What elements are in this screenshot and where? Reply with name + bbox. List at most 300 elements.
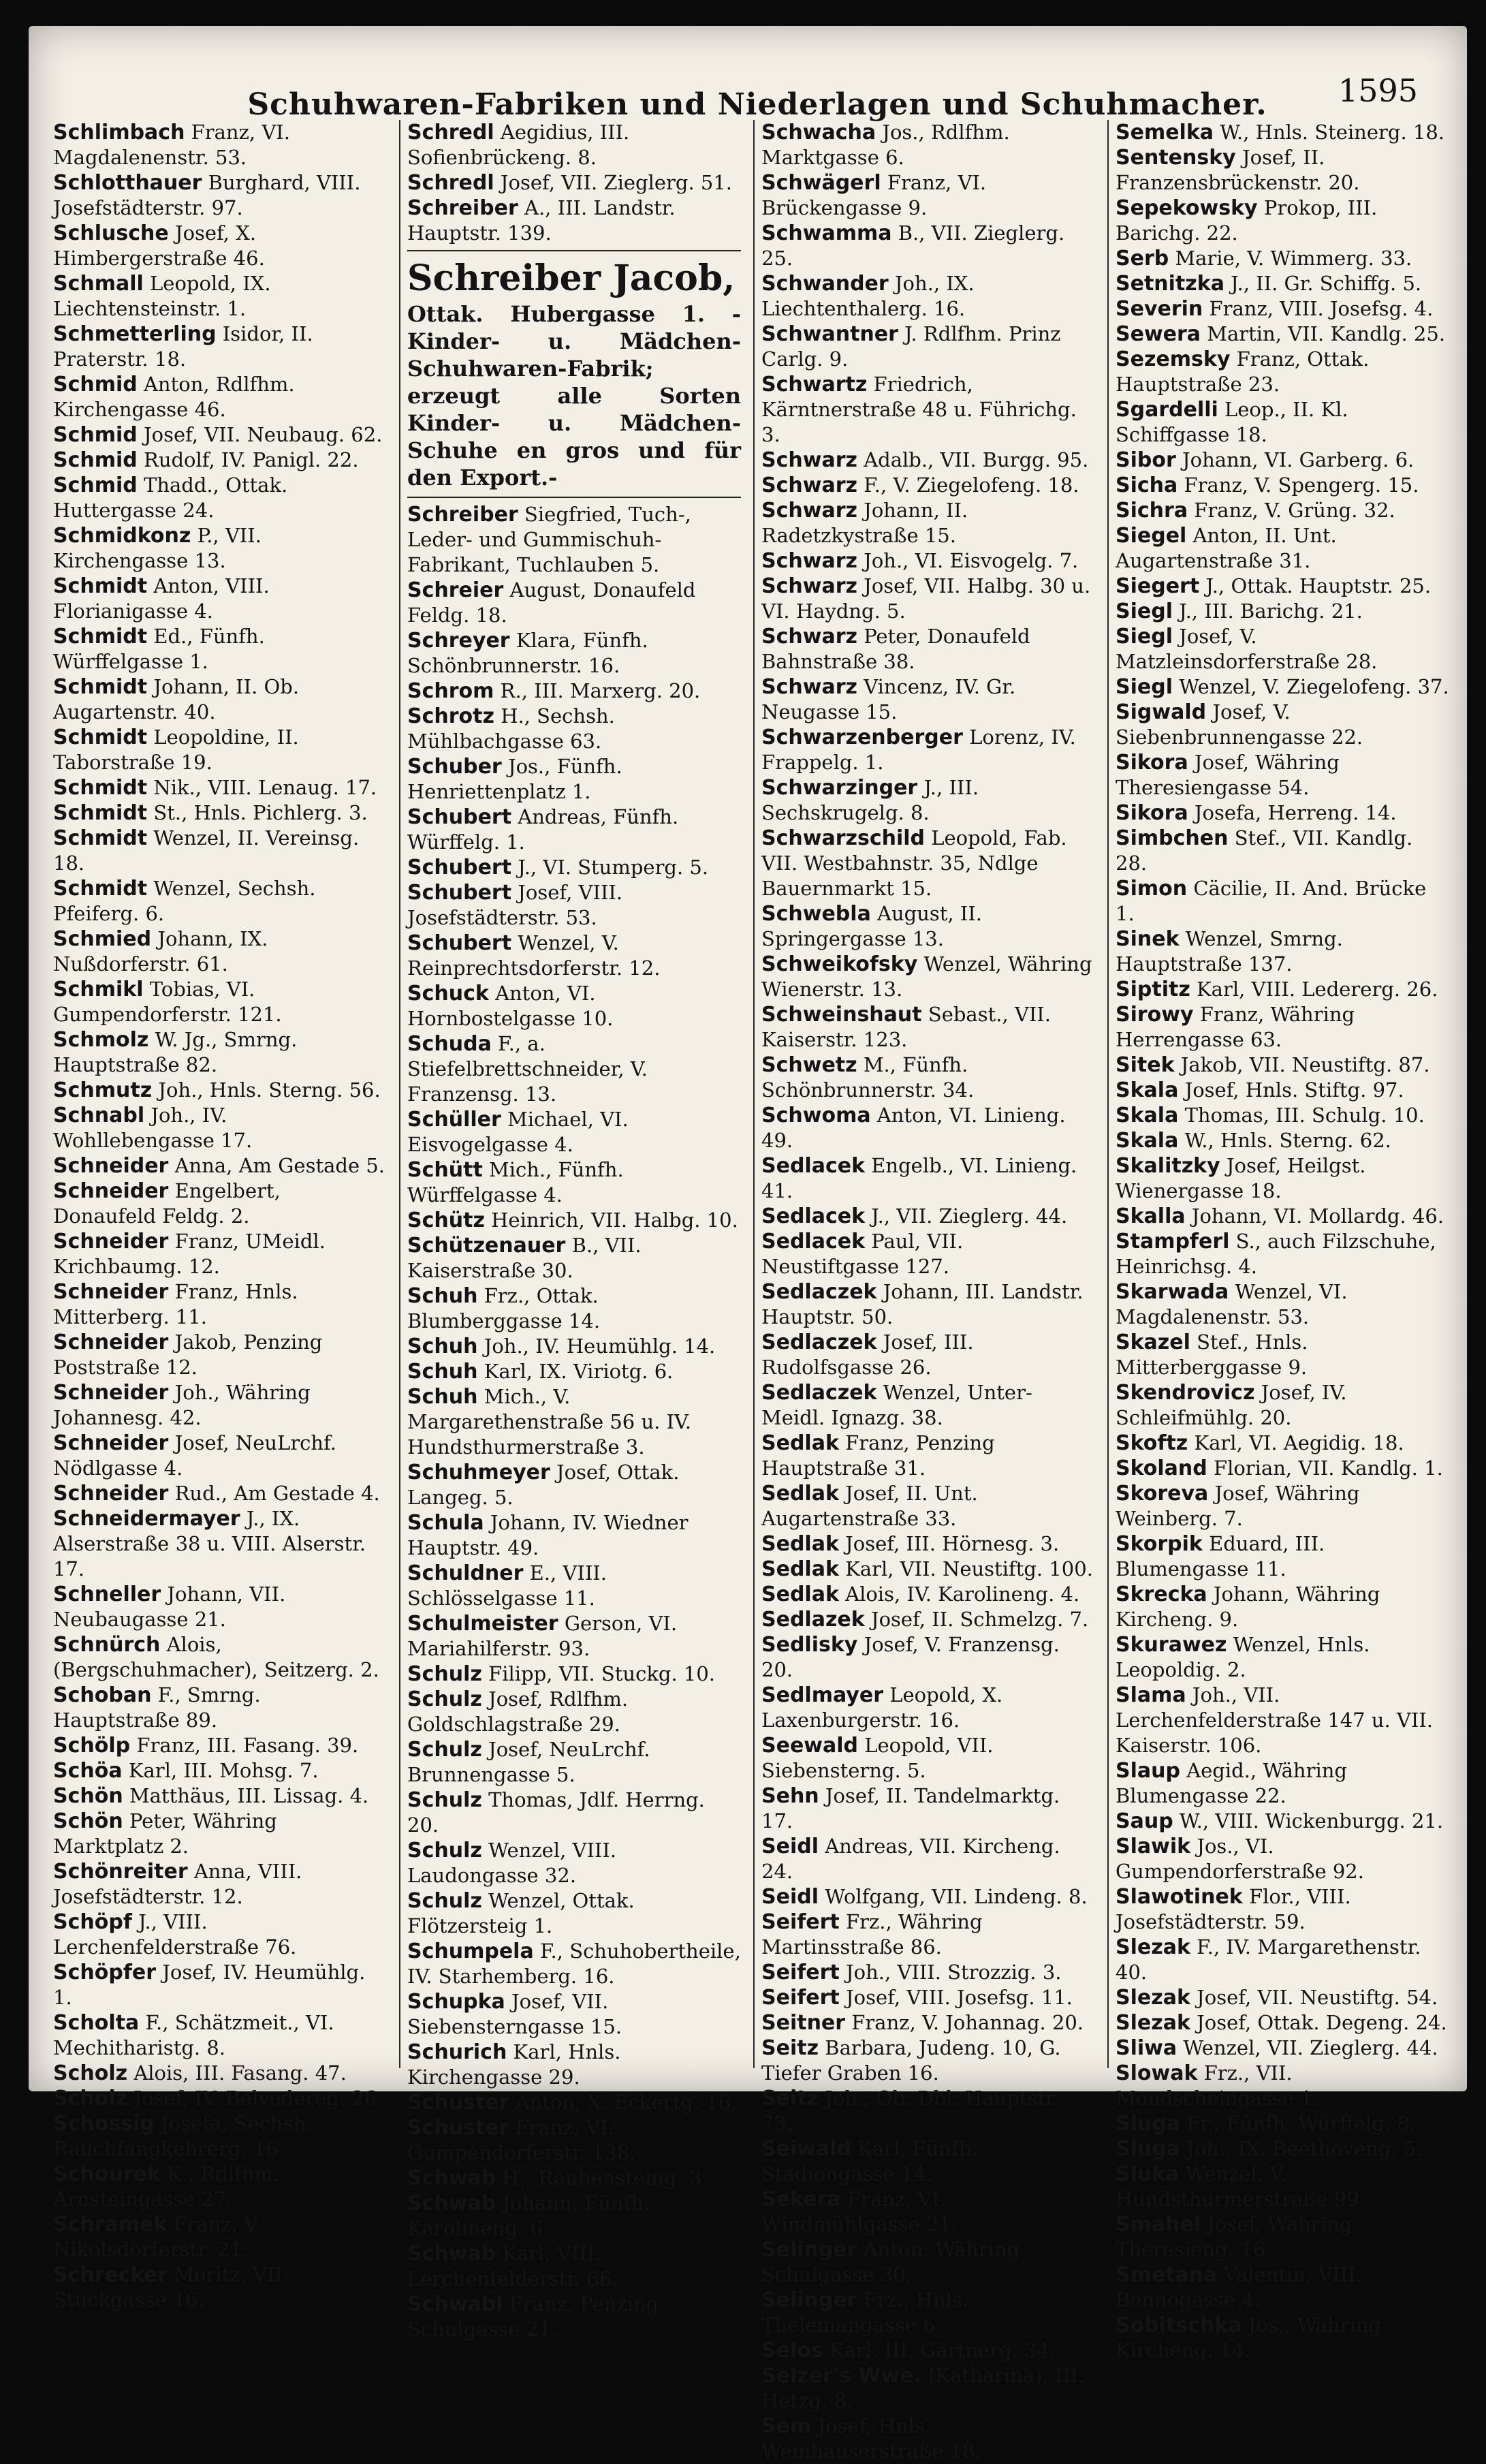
directory-entry	[761, 1330, 1095, 1380]
entry-address: Karl, VI. Aegidig. 18.	[1194, 1431, 1404, 1454]
directory-entry	[761, 2237, 1095, 2288]
directory-entry	[53, 800, 387, 826]
directory-entry	[407, 1460, 741, 1510]
entry-address: Wenzel, VIII. Laudongasse 32.	[407, 1839, 617, 1887]
directory-entry	[407, 2090, 741, 2115]
entry-name: Schneider	[53, 1330, 169, 1354]
entry-address: Josef, Ottak. Langeg. 5.	[407, 1461, 680, 1509]
entry-name: Skurawez	[1116, 1633, 1227, 1657]
entry-address: Prokop, III. Barichg. 22.	[1116, 196, 1378, 245]
entry-address: Ed., Fünfh. Würffelgasse 1.	[53, 625, 265, 673]
directory-entry	[1116, 1279, 1449, 1330]
entry-name: Skarwada	[1116, 1280, 1229, 1304]
entry-address: Joh., IV. Heumühlg. 14.	[484, 1335, 716, 1358]
entry-name: Schneider	[53, 1482, 169, 1506]
directory-entry	[1116, 347, 1449, 397]
entry-address: J. Rdlfhm. Prinz Carlg. 9.	[761, 322, 1061, 371]
entry-name: Schmidt	[53, 877, 148, 901]
entry-name: Simon	[1116, 877, 1188, 901]
entry-address: Thadd., Ottak. Huttergasse 24.	[53, 473, 288, 522]
directory-entry	[761, 1607, 1095, 1632]
entry-name: Sedlmayer	[761, 1683, 883, 1707]
page-number: 1595	[1338, 72, 1418, 109]
entry-address: Paul, VII. Neustiftgasse 127.	[761, 1230, 964, 1278]
directory-entry	[761, 2136, 1095, 2187]
entry-name: Schwägerl	[761, 171, 881, 195]
entry-name: Sluga	[1116, 2137, 1180, 2161]
directory-entry	[761, 624, 1095, 674]
directory-entry	[761, 2086, 1095, 2136]
directory-entry	[1116, 1431, 1449, 1456]
entry-address: Joh., Währing Johannesg. 42.	[53, 1381, 311, 1429]
entry-name: Schwarz	[761, 448, 857, 472]
entry-name: Schubert	[407, 805, 512, 829]
entry-name: Sedlaczek	[761, 1381, 877, 1405]
entry-name: Schmetterling	[53, 322, 217, 346]
entry-name: Sikora	[1116, 801, 1188, 825]
directory-entry	[1116, 1103, 1449, 1128]
entry-address: Franz, Penzing Hauptstraße 31.	[761, 1431, 995, 1480]
entry-name: Slowak	[1116, 2061, 1198, 2085]
directory-entry	[53, 1229, 387, 1279]
entry-address: Burghard, VIII. Josefstädterstr. 97.	[53, 171, 361, 219]
entry-name: Schredl	[407, 171, 494, 195]
entry-name: Sedlaczek	[761, 1280, 877, 1304]
entry-address: Josef, Währing Theresieng. 16.	[1116, 2213, 1353, 2261]
entry-name: Schmid	[53, 473, 138, 497]
directory-entry	[53, 322, 387, 372]
entry-name: Schöpfer	[53, 1961, 157, 1984]
entry-name: Selzer's Wwe.	[761, 2364, 921, 2388]
entry-name: Schwarz	[761, 574, 857, 598]
entry-name: Schulz	[407, 1839, 482, 1862]
entry-address: Josef, II. Franzensbrückenstr. 20.	[1116, 146, 1360, 194]
entry-address: Filipp, VII. Stuckg. 10.	[488, 1662, 716, 1685]
entry-address: Jakob, VII. Neustiftg. 87.	[1180, 1053, 1430, 1076]
entry-address: Josef, VII. Neubaug. 62.	[143, 423, 383, 446]
entry-address: Alois, III. Fasang. 47.	[133, 2061, 347, 2085]
entry-name: Sicha	[1116, 473, 1178, 497]
directory-entry	[53, 170, 387, 221]
entry-address: Franz, VI. Gumpendorferstr. 138.	[407, 2116, 636, 2164]
directory-entry	[407, 1510, 741, 1561]
directory-entry	[761, 1909, 1095, 1960]
entry-address: Karl, Hnls. Kirchengasse 29.	[407, 2040, 621, 2089]
entry-name: Sem	[761, 2414, 812, 2438]
entry-address: Karl, IX. Viriotg. 6.	[484, 1360, 674, 1383]
entry-name: Sedlacek	[761, 1154, 866, 1178]
entry-address: Franz, UMeidl. Krichbaumg. 12.	[53, 1230, 326, 1278]
directory-entry	[761, 2414, 1095, 2464]
entry-address: Josefa, Herreng. 14.	[1194, 801, 1397, 824]
entry-name: Schwarz	[761, 499, 857, 523]
directory-entry	[1116, 2111, 1449, 2136]
directory-entry	[53, 1027, 387, 1078]
entry-name: Seifert	[761, 1961, 840, 1984]
entry-address: Nik., VIII. Lenaug. 17.	[153, 776, 377, 799]
entry-address: Leopold, Fab. VII. Westbahnstr. 35, Ndlge Bauernmarkt 15.	[761, 826, 1067, 900]
entry-name: Siegl	[1116, 625, 1173, 649]
entry-name: Sekera	[761, 2187, 841, 2211]
entry-name: Schwarzinger	[761, 776, 918, 800]
entry-name: Schmidt	[53, 625, 148, 649]
entry-name: Seewald	[761, 1734, 859, 1758]
entry-name: Skalitzky	[1116, 1154, 1220, 1178]
entry-address: Franz, VI. Windmühlgasse 21.	[761, 2187, 958, 2236]
entry-name: Skala	[1116, 1129, 1179, 1153]
entry-name: Schumpela	[407, 1939, 534, 1963]
directory-entry	[407, 2166, 741, 2191]
directory-entry	[407, 1334, 741, 1359]
entry-address: Florian, VII. Kandlg. 1.	[1213, 1456, 1443, 1480]
entry-address: Josef, VII. Zieglerg. 51.	[500, 171, 733, 194]
directory-entry	[761, 1481, 1095, 1531]
entry-address: Vincenz, IV. Gr. Neugasse 15.	[761, 675, 1016, 723]
entry-name: Siegert	[1116, 574, 1200, 598]
entry-address: Johann, Währing Kircheng. 9.	[1116, 1582, 1380, 1631]
directory-entry	[407, 1989, 741, 2040]
directory-entry	[761, 826, 1095, 901]
entry-address: Joh., Ob. Dbl. Hauptstr. 73.	[761, 2087, 1059, 2135]
directory-entry	[1116, 246, 1449, 271]
entry-name: Sedlak	[761, 1557, 839, 1581]
entry-address: Jos., Fünfh. Henriettenplatz 1.	[407, 755, 622, 803]
entry-address: Johann, VI. Garberg. 6.	[1182, 448, 1414, 471]
entry-address: Karl, VIII. Lerchenfelderstr. 66.	[407, 2242, 618, 2290]
entry-address: Cäcilie, II. And. Brücke 1.	[1116, 877, 1427, 925]
entry-name: Slaup	[1116, 1759, 1180, 1783]
entry-address: E., VIII. Schlösselgasse 11.	[407, 1561, 607, 1610]
entry-address: J., III. Barichg. 21.	[1179, 599, 1363, 623]
entry-name: Schmikl	[53, 978, 144, 1001]
entry-address: Josef, Währing Theresiengasse 54.	[1116, 751, 1340, 799]
entry-name: Siegel	[1116, 524, 1187, 548]
entry-address: Franz, VIII. Josefsg. 4.	[1209, 297, 1434, 320]
entry-address: Tobias, VI. Gumpendorferstr. 121.	[53, 978, 282, 1026]
directory-entry	[407, 1208, 741, 1233]
directory-entry	[53, 1481, 387, 1506]
directory-entry	[53, 2212, 387, 2262]
entry-address: Josef, VIII. Josefstädterstr. 53.	[407, 881, 623, 929]
entry-name: Seidl	[761, 1885, 819, 1909]
entry-address: Alois, (Bergschuhmacher), Seitzerg. 2.	[53, 1633, 379, 1681]
directory-entry	[1116, 700, 1449, 750]
entry-name: Schnabl	[53, 1104, 145, 1127]
entry-name: Schwebla	[761, 902, 871, 926]
entry-address: Thomas, Jdlf. Herrng. 20.	[407, 1788, 705, 1837]
entry-address: F., V. Ziegelofeng. 18.	[864, 473, 1079, 497]
entry-name: Schurich	[407, 2040, 507, 2064]
directory-entry	[407, 880, 741, 931]
entry-name: Skendrovicz	[1116, 1381, 1255, 1405]
entry-address: Johann, IV. Wiedner Hauptstr. 49.	[407, 1511, 689, 1559]
entry-name: Sinek	[1116, 927, 1180, 951]
directory-entry	[1116, 1985, 1449, 2010]
directory-entry	[53, 826, 387, 876]
directory-entry	[407, 1737, 741, 1788]
entry-name: Schneider	[53, 1154, 169, 1178]
entry-name: Slezak	[1116, 2011, 1190, 2035]
entry-name: Schön	[53, 1809, 123, 1833]
entry-address: Josef, Währing Weinberg. 7.	[1116, 1482, 1360, 1530]
entry-address: August, Donaufeld Feldg. 18.	[407, 578, 696, 627]
entry-name: Schreyer	[407, 629, 510, 653]
entry-address: W. Jg., Smrng. Hauptstraße 82.	[53, 1028, 298, 1076]
directory-entry	[407, 2040, 741, 2090]
entry-name: Schourek	[53, 2162, 161, 2186]
directory-entry	[761, 1632, 1095, 1683]
entry-name: Schmid	[53, 448, 138, 472]
entry-address: Leopold, IX. Liechtensteinstr. 1.	[53, 272, 271, 320]
directory-entry	[407, 2241, 741, 2292]
entry-name: Skalla	[1116, 1204, 1186, 1228]
directory-entry	[1116, 1531, 1449, 1582]
directory-entry	[1116, 196, 1449, 246]
entry-name: Schulz	[407, 1687, 482, 1711]
ad-firm-name: Schreiber Jacob,	[407, 258, 736, 299]
entry-address: Franz, V. Johannag. 20.	[851, 2011, 1084, 2034]
entry-address: Stef., Hnls. Mitterberggasse 9.	[1116, 1330, 1308, 1379]
entry-address: Franz, Hnls. Mitterberg. 11.	[53, 1280, 298, 1328]
directory-entry	[1116, 574, 1449, 599]
entry-address: Jos., VI. Gumpendorferstraße 92.	[1116, 1835, 1364, 1883]
entry-name: Sedlak	[761, 1431, 839, 1455]
column-1	[53, 120, 387, 2311]
entry-name: Schossig	[53, 2112, 155, 2136]
entry-name: Sewera	[1116, 322, 1201, 346]
entry-address: Jakob, Penzing Poststraße 12.	[53, 1330, 323, 1379]
directory-entry	[761, 322, 1095, 372]
directory-entry	[1116, 2162, 1449, 2212]
entry-name: Schneider	[53, 1230, 169, 1253]
entry-name: Schneider	[53, 1431, 169, 1455]
column-3	[753, 120, 1095, 2463]
entry-name: Schuhmeyer	[407, 1461, 550, 1484]
entry-name: Schwab	[407, 2166, 496, 2190]
entry-name: Schwetz	[761, 1053, 857, 1077]
directory-entry	[407, 1359, 741, 1384]
directory-entry	[761, 574, 1095, 624]
directory-entry	[1116, 750, 1449, 800]
entry-address: Wenzel, V. Reinprechtsdorferstr. 12.	[407, 931, 661, 980]
entry-name: Sezemsky	[1116, 347, 1231, 371]
directory-entry	[1116, 1204, 1449, 1229]
entry-address: Franz, III. Fasang. 39.	[136, 1734, 359, 1757]
entry-name: Schulz	[407, 1788, 482, 1812]
entry-name: Schuck	[407, 982, 489, 1005]
directory-entry	[407, 502, 741, 578]
entry-name: Scholz	[53, 2061, 128, 2085]
entry-name: Seitz	[761, 2036, 819, 2060]
directory-entry	[1116, 1078, 1449, 1103]
entry-name: Schmidkonz	[53, 524, 191, 548]
entry-name: Sikora	[1116, 751, 1188, 775]
entry-address: Anton, Rdlfhm. Kirchengasse 46.	[53, 373, 295, 421]
entry-address: Andreas, VII. Kircheng. 24.	[761, 1835, 1060, 1883]
entry-name: Schrotz	[407, 704, 494, 728]
directory-entry	[761, 1103, 1095, 1153]
entry-address: Klara, Fünfh. Schönbrunnerstr. 16.	[407, 629, 648, 677]
entry-name: Siptitz	[1116, 978, 1190, 1001]
entry-address: Friedrich, Kärntnerstraße 48 u. Führichg. 3.	[761, 373, 1077, 446]
entry-name: Schwabl	[407, 2292, 503, 2316]
entry-name: Schmall	[53, 272, 144, 296]
entry-name: Schupka	[407, 1990, 505, 2014]
directory-page	[29, 26, 1467, 2463]
directory-entry	[53, 1330, 387, 1380]
directory-entry	[761, 1557, 1095, 1582]
directory-entry	[1116, 599, 1449, 624]
entry-address: Josef, IV. Belvedereg. 26.	[133, 2087, 383, 2110]
entry-address: Leopold, VII. Siebensterng. 5.	[761, 1734, 994, 1782]
entry-address: Thomas, III. Schulg. 10.	[1184, 1104, 1425, 1127]
directory-entry	[53, 523, 387, 574]
directory-entry	[1116, 876, 1449, 926]
directory-entry	[1116, 448, 1449, 473]
directory-entry	[407, 1788, 741, 1838]
entry-address: Anton, VI. Linieng. 49.	[761, 1104, 1066, 1152]
entry-name: Sedlaczek	[761, 1330, 877, 1354]
entry-address: M., Fünfh. Schönbrunnerstr. 34.	[761, 1053, 975, 1102]
entry-name: Siegl	[1116, 675, 1173, 699]
entry-name: Schuh	[407, 1335, 478, 1358]
entry-name: Seifert	[761, 1910, 840, 1934]
directory-entry	[53, 1909, 387, 1960]
entry-address: Anna, Am Gestade 5.	[174, 1154, 385, 1177]
directory-entry	[53, 977, 387, 1027]
directory-entry	[53, 422, 387, 448]
directory-entry	[407, 196, 741, 246]
directory-entry	[1116, 977, 1449, 1002]
directory-entry	[1116, 2212, 1449, 2262]
directory-entry	[1116, 926, 1449, 977]
entry-name: Sichra	[1116, 499, 1188, 523]
directory-entry	[1116, 1380, 1449, 1431]
entry-name: Scholz	[53, 2087, 128, 2110]
directory-entry	[761, 2187, 1095, 2237]
entry-name: Stampferl	[1116, 1230, 1230, 1253]
ad-text: Ottak. Hubergasse 1. -Kinder- u. Mädchen-Schuhwaren-Fabrik; erzeugt alle Sorten Kinder- u. Mädchen-Schuhe en gros und für den Export.-	[407, 301, 741, 490]
entry-name: Simbchen	[1116, 826, 1229, 850]
directory-entry	[761, 775, 1095, 826]
entry-name: Schuh	[407, 1385, 478, 1409]
entry-address: Josef, III. Hörnesg. 3.	[845, 1532, 1060, 1555]
entry-address: Leopoldine, II. Taborstraße 19.	[53, 726, 299, 774]
entry-name: Schuster	[407, 2116, 509, 2140]
directory-entry	[761, 448, 1095, 473]
directory-entry	[53, 1859, 387, 1909]
directory-entry	[1116, 1935, 1449, 1985]
directory-entry	[1116, 2061, 1449, 2111]
directory-entry	[1116, 1632, 1449, 1683]
entry-address: Wenzel, Ottak. Flötzersteig 1.	[407, 1889, 635, 1937]
entry-name: Schmidt	[53, 574, 148, 598]
entry-address: Mich., V. Margarethenstraße 56 u. IV. Hundsthurmerstraße 3.	[407, 1385, 692, 1459]
directory-entry	[1116, 2010, 1449, 2036]
entry-address: Josef, VII. Neustiftg. 54.	[1197, 1986, 1438, 2009]
entry-address: Franz, Ottak. Hauptstraße 23.	[1116, 347, 1370, 396]
entry-name: Schweinshaut	[761, 1003, 922, 1027]
entry-name: Skala	[1116, 1104, 1179, 1127]
directory-entry	[761, 1884, 1095, 1909]
entry-address: Josef, II. Tandelmarktg. 17.	[761, 1784, 1060, 1833]
entry-name: Schreiber	[407, 503, 518, 527]
entry-address: Franz, V. Spengerg. 15.	[1184, 473, 1419, 497]
directory-entry	[53, 2162, 387, 2212]
entry-address: Joh., VII. Lerchenfelderstraße 147 u. VII. Kaiserstr. 106.	[1116, 1683, 1433, 1757]
entry-name: Schoban	[53, 1683, 152, 1707]
directory-entry	[1116, 1002, 1449, 1052]
directory-entry	[53, 221, 387, 271]
entry-address: Franz, Penzing Schulgasse 21.	[407, 2292, 659, 2341]
directory-entry	[761, 2036, 1095, 2086]
directory-entry	[761, 120, 1095, 170]
entry-name: Skazel	[1116, 1330, 1190, 1354]
entry-address: Joh., VIII. Strozzig. 3.	[846, 1961, 1062, 1984]
directory-entry	[407, 1031, 741, 1107]
directory-entry	[1116, 2136, 1449, 2162]
entry-name: Schweikofsky	[761, 952, 918, 976]
entry-address: Valentin, VIII. Bennogasse 4.	[1116, 2263, 1362, 2311]
entry-name: Schneller	[53, 1582, 161, 1606]
entry-address: Eduard, III. Blumengasse 11.	[1116, 1532, 1325, 1580]
page-header	[90, 53, 1425, 128]
entry-address: Wenzel, Währing Wienerstr. 13.	[761, 952, 1092, 1001]
entry-address: St., Hnls. Pichlerg. 3.	[153, 801, 368, 824]
directory-entry	[53, 473, 387, 523]
directory-entry	[407, 1838, 741, 1888]
entry-address: Josef, VIII. Josefsg. 11.	[846, 1986, 1073, 2009]
entry-address: Josef, II. Unt. Augartenstraße 33.	[761, 1482, 978, 1530]
entry-address: Josef, VII. Siebensterngasse 15.	[407, 1990, 622, 2038]
entry-address: Jos., Rdlfhm. Marktgasse 6.	[761, 121, 1010, 169]
entry-name: Skoland	[1116, 1456, 1207, 1480]
entry-address: Franz, V. Nikolsdorferstr. 21.	[53, 2213, 262, 2261]
entry-address: Wenzel, V. Hundsthurmerstraße 99.	[1116, 2162, 1366, 2211]
entry-address: Anton, II. Unt. Augartenstraße 31.	[1116, 524, 1337, 572]
entry-name: Slawotinek	[1116, 1885, 1243, 1909]
entry-address: Matthäus, III. Lissag. 4.	[129, 1784, 369, 1807]
entry-name: Schönreiter	[53, 1860, 188, 1884]
entry-address: H., Rauhensteing. 3.	[502, 2166, 708, 2189]
advertisement	[407, 250, 741, 498]
entry-name: Sedlazek	[761, 1608, 865, 1632]
entry-name: Sibor	[1116, 448, 1176, 472]
entry-name: Sepekowsky	[1116, 196, 1258, 220]
entry-address: Josef, X. Himbergerstraße 46.	[53, 221, 265, 270]
directory-entry	[407, 1888, 741, 1939]
directory-entry	[1116, 1834, 1449, 1884]
entry-name: Slezak	[1116, 1935, 1190, 1959]
entry-address: Marie, V. Wimmerg. 33.	[1175, 247, 1412, 270]
entry-address: Karl, VIII. Ledererg. 26.	[1197, 978, 1438, 1001]
directory-entry	[1116, 624, 1449, 674]
directory-entry	[53, 1506, 387, 1582]
entry-name: Schuh	[407, 1360, 478, 1384]
directory-entry	[1116, 1330, 1449, 1380]
entry-address: Rudolf, IV. Panigl. 22.	[143, 448, 359, 471]
entry-name: Schwantner	[761, 322, 898, 346]
entry-address: Josef, IV. Schleifmühlg. 20.	[1116, 1381, 1347, 1429]
directory-entry	[761, 1204, 1095, 1229]
directory-entry	[407, 1611, 741, 1662]
entry-address: Josef, NeuLrchf. Brunnengasse 5.	[407, 1738, 650, 1786]
entry-address: J., VI. Stumperg. 5.	[518, 856, 709, 879]
directory-entry	[53, 1683, 387, 1733]
entry-name: Severin	[1116, 297, 1203, 321]
directory-entry	[407, 754, 741, 805]
entry-columns	[53, 120, 1449, 2463]
